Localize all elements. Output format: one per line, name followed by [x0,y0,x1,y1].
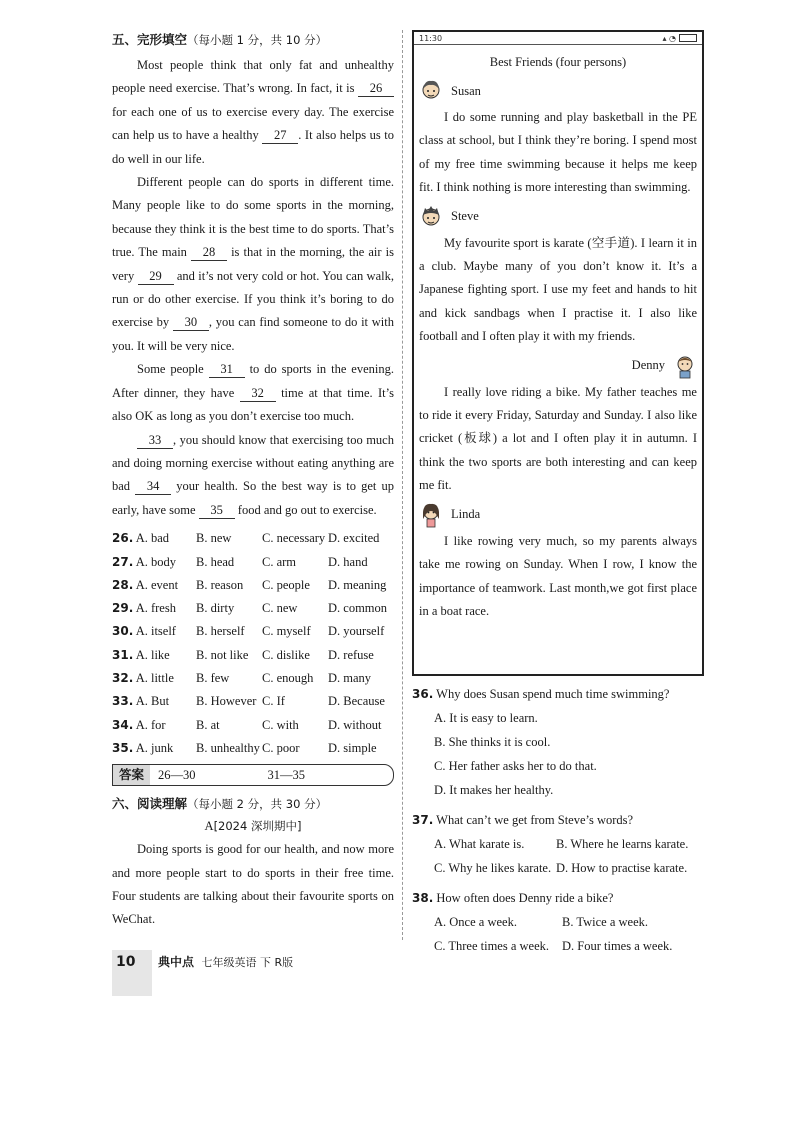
option-choice[interactable]: B. not like [196,647,249,662]
speaker-name: Steve [451,209,479,224]
option-choice[interactable]: B. However [196,694,257,709]
answer-option[interactable]: B. Twice a week. [562,915,649,929]
left-column [112,30,394,932]
option-row [412,934,704,958]
option-choice[interactable]: A. like [133,647,170,662]
option-choice[interactable]: D. excited [328,531,380,546]
page-footer [112,950,412,996]
option-row [412,832,704,856]
cloze-text: and it’s not very cold or hot. You can walk, run or do other exercise. If you think it’s boring to do exercise by [112,268,394,330]
cloze-text: time at that time. It’s also OK as long as you don’t exercise too much. [112,385,394,424]
cloze-text: your health. So the best way is to get up early, have some [112,479,394,517]
chat-speaker [419,353,697,379]
question-text: How often does Denny ride a bike? [433,891,614,905]
option-row [112,737,394,760]
option-row [112,550,394,573]
section-6-note: （每小题 2 分，共 30 分） [187,797,328,812]
answer-bar [112,764,394,786]
status-time: 11:30 [419,33,443,43]
question-number: 35. [112,740,134,755]
cloze-blank[interactable]: 27 [262,127,298,144]
option-choice[interactable]: B. herself [196,624,245,639]
option-row [112,527,394,550]
cloze-text: Most people think that only fat and unhealthy people need exercise. That’s wrong. In fact, it is [112,58,394,96]
section-6-title: 六、阅读理解 [112,796,188,812]
option-choice[interactable]: A. for [133,717,166,732]
question-number: 29. [112,601,134,616]
answer-option[interactable]: D. Four times a week. [562,939,673,953]
option-row [112,597,394,620]
option-choice[interactable]: D. yourself [328,624,385,639]
answer-option[interactable]: B. She thinks it is cool. [434,735,551,749]
chat-message: I really love riding a bike. My father teaches me to ride it every Friday, Saturday and Sunday. I also like cricket (板球) a lot and I often play it in autumn. I think the two sports are both interesting and can keep me fit. [419,384,697,493]
footer-text [158,950,293,975]
option-choice[interactable]: D. common [328,601,388,616]
passage-subtitle [112,818,394,834]
option-choice[interactable]: A. itself [133,624,176,639]
chat-title: Best Friends (four persons) [489,55,627,69]
cloze-text: food and go out to exercise. [234,502,377,517]
speaker-name: Denny [631,358,665,373]
cloze-blank[interactable]: 31 [209,361,245,378]
question-number: 26. [112,531,134,546]
passage-label: A [204,819,214,834]
option-choice[interactable]: A. But [133,694,170,709]
option-choice[interactable]: C. arm [262,554,297,569]
option-choice[interactable]: B. dirty [196,601,235,616]
question [412,808,704,880]
section-5-heading [112,30,394,48]
cloze-paragraph [112,54,394,171]
cloze-text: Some people [137,362,209,377]
footer-logo: 典中点 [158,955,195,969]
option-row [112,714,394,737]
chat-messages [419,78,697,623]
section-5-title: 五、完形填空 [112,32,188,47]
cloze-blank[interactable]: 28 [191,244,227,261]
cloze-paragraph [112,358,394,428]
option-row [412,730,704,754]
option-choice[interactable]: A. fresh [133,601,176,616]
cloze-text: Different people can do sports in different time. Many people like to do some sports in the morning, because they think it is the best time to do sports. That’s true. The main [112,175,394,260]
cloze-blank[interactable]: 32 [240,385,276,402]
question-number: 38. [412,891,434,905]
column-divider [402,30,403,940]
option-choice[interactable]: D. many [328,671,372,686]
option-choice[interactable]: D. Because [328,694,385,709]
question-number: 27. [112,554,134,569]
option-choice[interactable]: D. hand [328,554,368,569]
speaker-name: Susan [451,83,481,98]
option-choice[interactable]: A. body [133,554,176,569]
answer-option[interactable]: D. It makes her healthy. [434,783,554,797]
option-choice[interactable]: C. people [262,577,310,592]
question-number: 34. [112,717,134,732]
option-row [412,778,704,802]
option-choice[interactable]: C. new [262,601,298,616]
option-choice[interactable]: C. dislike [262,647,310,662]
chat-speaker [419,78,697,104]
cloze-blank[interactable]: 33 [137,432,173,449]
question-number: 30. [112,624,134,639]
option-row [412,856,704,880]
phone-status-bar [414,32,702,45]
option-choice[interactable]: C. myself [262,624,311,639]
question-number: 28. [112,577,134,592]
chat-message: I like rowing very much, so my parents always take me rowing on Sunday. When I row, I know the importance of teamwork. Last month,we got first place in a boat race. [419,533,697,618]
cloze-options-table [112,527,394,760]
avatar [419,78,443,104]
question-number: 36. [412,687,434,701]
option-choice[interactable]: D. refuse [328,647,374,662]
cloze-paragraph [112,171,394,358]
avatar [673,353,697,379]
option-choice[interactable]: C. with [262,717,299,732]
option-row [112,620,394,643]
option-choice[interactable]: A. junk [133,740,174,755]
answer-range-1: 26—30 [158,767,196,782]
option-choice[interactable]: C. necessary [262,531,326,546]
avatar [419,502,443,528]
option-choice[interactable]: C. If [262,694,285,709]
answer-option[interactable]: A. It is easy to learn. [434,711,538,725]
cloze-paragraph [112,429,394,523]
option-choice[interactable]: C. enough [262,671,314,686]
question-stem [412,682,704,706]
option-choice[interactable]: A. event [133,577,179,592]
option-row [112,644,394,667]
question [412,682,704,802]
option-choice[interactable]: B. head [196,554,235,569]
battery-icon: ▴ ◔ [662,34,697,43]
option-choice[interactable]: B. unhealthy [196,740,260,755]
option-choice[interactable]: A. little [133,671,174,686]
question-number: 37. [412,813,434,827]
option-choice[interactable]: A. bad [133,531,170,546]
option-choice[interactable]: B. reason [196,577,244,592]
right-column [412,30,704,958]
section-5-note: （每小题 1 分，共 10 分） [187,33,328,47]
answer-option[interactable]: C. Why he likes karate. [434,861,552,875]
option-row [412,910,704,934]
reading-intro: Doing sports is good for our health, and now more and more people start to do sports in their free time. Four students are talking about their favourite sports on WeChat. [112,842,394,927]
option-row [112,574,394,597]
question-number: 33. [112,694,134,709]
passage-tag: [2024 深圳期中] [213,819,302,834]
cloze-text: . It also helps us to do well in our life. [112,128,394,166]
option-choice[interactable]: D. meaning [328,577,387,592]
question-list [412,682,704,958]
option-choice[interactable]: D. without [328,717,382,732]
option-row [112,667,394,690]
question-text: Why does Susan spend much time swimming? [433,687,670,701]
answer-range-2: 31—35 [267,767,306,782]
cloze-blank[interactable]: 29 [138,268,174,285]
option-choice[interactable]: B. few [196,671,230,686]
book-title: 七年级英语 下 R版 [201,956,294,969]
answer-option[interactable]: B. Where he learns karate. [556,837,689,851]
cloze-text: , you can find someone to do it with you. It will be very nice. [112,315,394,353]
cloze-blank[interactable]: 30 [173,314,209,331]
option-row [112,690,394,713]
option-choice[interactable]: B. new [196,531,232,546]
question-number: 31. [112,647,134,662]
chat-message: I do some running and play basketball in the PE class at school, but I think they’re boring. I spend most of my free time swimming because it helps me keep fit. I think nothing is more interesting than swimming. [419,110,697,195]
cloze-blank[interactable]: 34 [135,478,171,495]
wechat-screenshot [412,30,704,676]
cloze-passage [112,54,394,522]
avatar [419,204,443,230]
answer-tag: 答案 [113,765,150,785]
question-stem [412,808,704,832]
cloze-blank[interactable]: 35 [199,502,235,519]
cloze-text: , you should know that exercising too much and doing morning exercise without eating anything are bad [112,432,394,494]
answer-option[interactable]: C. Her father asks her to do that. [434,759,597,773]
question-number: 32. [112,671,134,686]
chat-speaker [419,502,697,528]
answer-option[interactable]: C. Three times a week. [434,939,550,953]
chat-message: My favourite sport is karate (空手道). I learn it in a club. Maybe many of you don’t know it. It’s a Japanese fighting sport. I use my feet and hands to hit and kick sandbags when I practise it. I also like football and I often play it with my friends. [419,235,697,344]
option-row [412,706,704,730]
answer-option[interactable]: A. What karate is. [434,837,525,851]
chat-speaker [419,204,697,230]
cloze-text: to do sports in the evening. After dinner, they have [112,362,394,400]
option-choice[interactable]: B. at [196,717,220,732]
option-choice[interactable]: C. poor [262,740,300,755]
answer-option[interactable]: D. How to practise karate. [556,861,688,875]
question [412,886,704,958]
question-stem [412,886,704,910]
page-number: 10 [112,950,152,996]
option-choice[interactable]: D. simple [328,740,377,755]
cloze-blank[interactable]: 26 [358,80,394,97]
speaker-name: Linda [451,507,481,522]
section-6-heading [112,794,394,812]
cloze-text: for each one of us to exercise every day. The exercise can help us to have a healthy [112,104,394,143]
option-row [412,754,704,778]
answer-option[interactable]: A. Once a week. [434,915,517,929]
cloze-text: is that in the morning, the air is very [112,245,394,283]
question-text: What can’t we get from Steve’s words? [433,813,634,827]
